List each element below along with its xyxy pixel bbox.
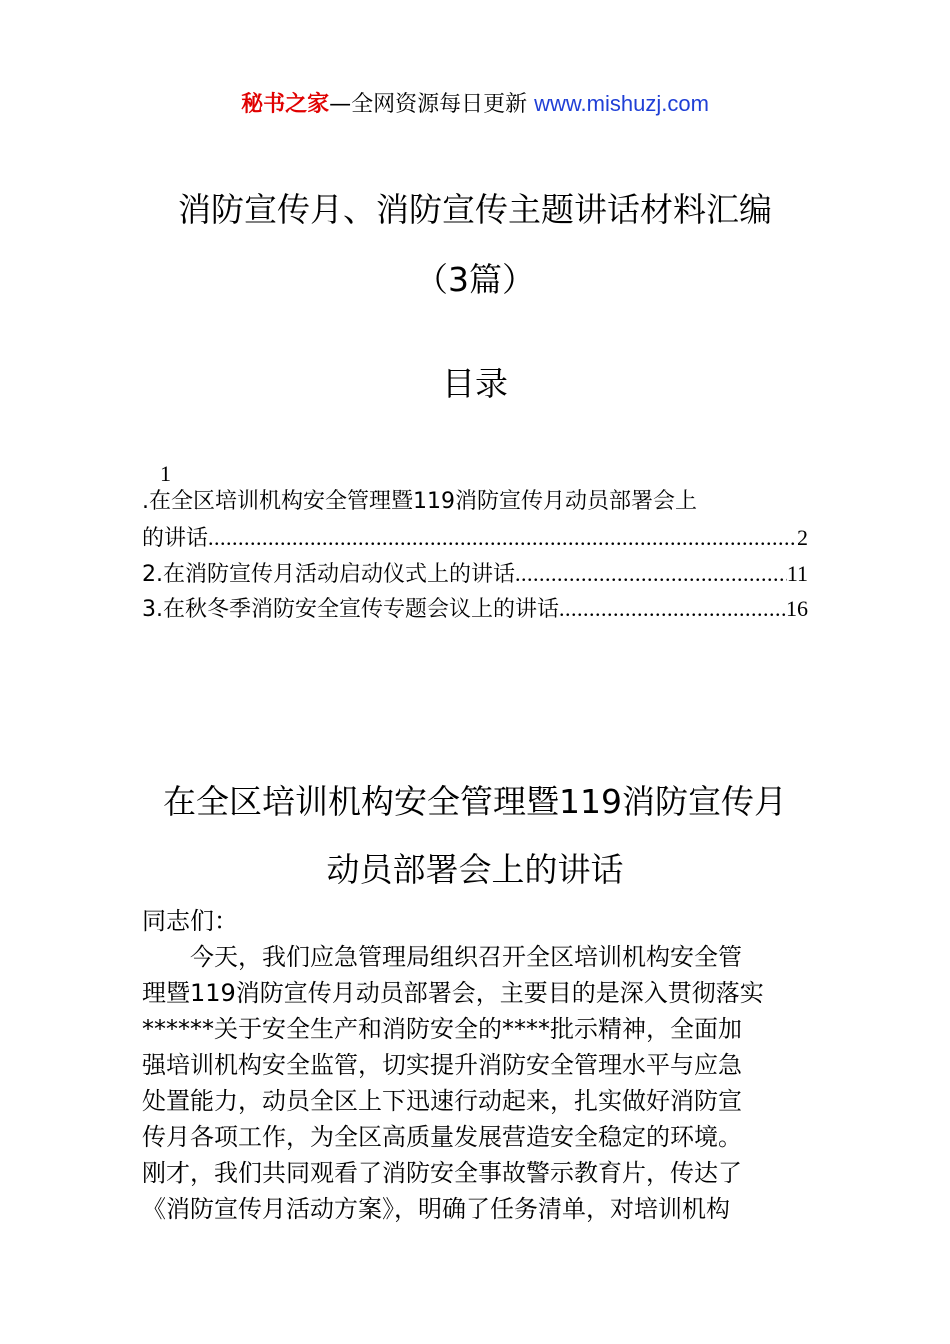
toc-leader-dots bbox=[208, 521, 797, 555]
toc-entry-text: 的讲话 bbox=[142, 526, 209, 551]
paragraph-line: 传月各项工作，为全区高质量发展营造安全稳定的环境。 bbox=[142, 1123, 742, 1151]
paragraph-line: 强培训机构安全监管，切实提升消防安全管理水平与应急 bbox=[142, 1051, 742, 1079]
paragraph-line: 理暨119消防宣传月动员部署会，主要目的是深入贯彻落实 bbox=[142, 979, 764, 1007]
toc-entry-1-line2[interactable] bbox=[142, 521, 808, 555]
document-title: 消防宣传月、消防宣传主题讲话材料汇编 bbox=[178, 190, 772, 229]
greeting: 同志们： bbox=[142, 907, 238, 935]
toc-page-number: 11 bbox=[786, 561, 808, 586]
toc-leader-dots bbox=[515, 557, 787, 591]
toc-entry-text: .在全区培训机构安全管理暨119消防宣传月动员部署会上 bbox=[142, 489, 697, 514]
toc-first-number: 1 bbox=[160, 461, 171, 486]
toc-entry-1-line1[interactable] bbox=[142, 485, 808, 519]
paragraph-line: 处置能力，动员全区上下迅速行动起来，扎实做好消防宣 bbox=[142, 1087, 742, 1115]
site-url-link[interactable]: www.mishuzj.com bbox=[534, 91, 709, 116]
toc-entry-3[interactable] bbox=[142, 592, 808, 626]
toc-page-number: 16 bbox=[786, 596, 808, 621]
brand-name: 秘书之家 bbox=[241, 92, 330, 117]
speech-title: 在全区培训机构安全管理暨119消防宣传月 bbox=[163, 782, 787, 821]
paragraph-line: 《消防宣传月活动方案》，明确了任务清单，对培训机构 bbox=[142, 1195, 730, 1223]
toc-entry-2[interactable] bbox=[142, 557, 808, 591]
document-subtitle: （3篇） bbox=[415, 260, 535, 299]
paragraph-line: 今天，我们应急管理局组织召开全区培训机构安全管 bbox=[142, 943, 742, 971]
site-header bbox=[0, 88, 950, 121]
speech-title-line2: 动员部署会上的讲话 bbox=[326, 850, 624, 889]
paragraph-line: 刚才，我们共同观看了消防安全事故警示教育片，传达了 bbox=[142, 1159, 742, 1187]
toc-heading: 目录 bbox=[442, 364, 508, 403]
toc-leader-dots bbox=[559, 592, 786, 626]
toc-entry-text: 3.在秋冬季消防安全宣传专题会议上的讲话 bbox=[142, 597, 559, 622]
toc-page-number: 2 bbox=[797, 525, 808, 550]
toc-entry-text: 2.在消防宣传月活动启动仪式上的讲话 bbox=[142, 562, 515, 587]
header-tagline: —全网资源每日更新 bbox=[329, 92, 528, 117]
paragraph-line: ******关于安全生产和消防安全的****批示精神，全面加 bbox=[142, 1015, 742, 1043]
